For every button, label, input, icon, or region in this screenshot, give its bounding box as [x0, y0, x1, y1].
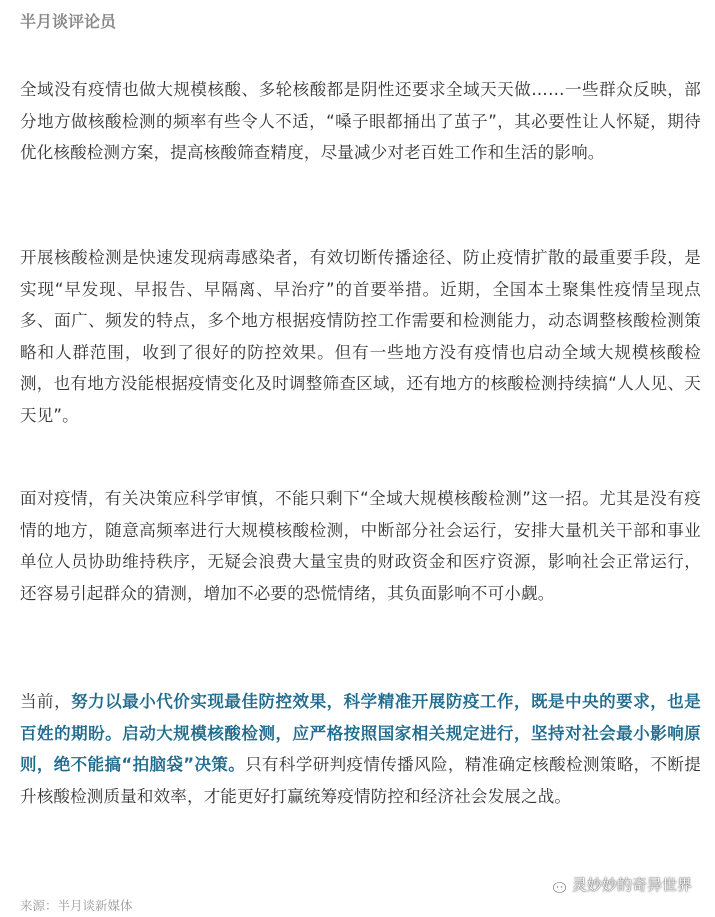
paragraph-4: [20, 686, 701, 812]
author-byline: 半月谈评论员: [20, 12, 117, 31]
paragraph-1: 全域没有疫情也做大规模核酸、多轮核酸都是阴性还要求全域天天做……一些群众反映，部分地方做核酸检测的频率有些令人不适，“嗓子眼都捅出了茧子”，其必要性让人怀疑，期待优化核酸检测方案，提高核酸筛查精度，尽量减少对老百姓工作和生活的影响。: [20, 80, 701, 163]
wechat-icon: [545, 876, 567, 894]
paragraph-2: 开展核酸检测是快速发现病毒感染者，有效切断传播途径、防止疫情扩散的最重要手段，是实现“早发现、早报告、早隔离、早治疗”的首要举措。近期，全国本土聚集性疫情呈现点多、面广、频发的特点，多个地方根据疫情防控工作需要和检测能力，动态调整核酸检测策略和人群范围，收到了很好的防控效果。但有一些地方没有疫情也启动全域大规模核酸检测，也有地方没能根据疫情变化及时调整筛查区域，还有地方的核酸检测持续搞“人人见、天天见”。: [20, 248, 701, 425]
closing-lead: 当前，: [20, 692, 72, 711]
watermark-text: 灵妙妙的奇异世界: [571, 876, 692, 894]
footer: [20, 876, 700, 917]
paragraph-3: 面对疫情，有关决策应科学审慎，不能只剩下“全域大规模核酸检测”这一招。尤其是没有疫情的地方，随意高频率进行大规模核酸检测，中断部分社会运行，安排大量机关干部和事业单位人员协助维持秩序，无疑会浪费大量宝贵的财政资金和医疗资源，影响社会正常运行，还容易引起群众的猜测，增加不必要的恐慌情绪，其负面影响不可小觑。: [20, 489, 701, 603]
source-line: 来源：半月谈新媒体: [20, 898, 133, 913]
closing-rest: 只有科学研判疫情传播风险，精准确定核酸检测策略，不断提升核酸检测质量和效率，才能更好打赢统筹疫情防控和经济社会发展之战。: [20, 755, 701, 806]
closing-emphasis: 努力以最小代价实现最佳防控效果，科学精准开展防疫工作，既是中央的要求，也是百姓的期盼。启动大规模核酸检测，应严格按照国家相关规定进行，坚持对社会最小影响原则，绝不能搞“拍脑袋”决策。: [20, 692, 701, 775]
watermark: [545, 875, 692, 895]
